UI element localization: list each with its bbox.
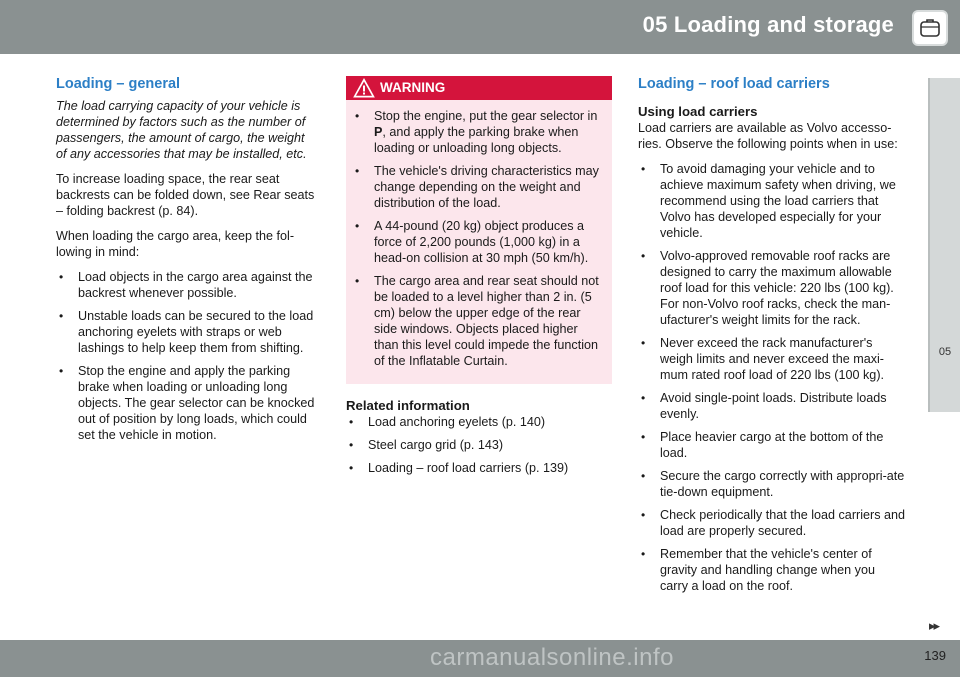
warning-bullet-list (346, 108, 612, 369)
page-number: 139 (924, 648, 946, 663)
chapter-side-tab[interactable] (928, 78, 960, 412)
intro-paragraph: The load carrying capacity of your vehicle is determined by factors such as the number of passengers, the amount of cargo, the weight of any accessories that may be installed, etc. (56, 99, 307, 161)
list-item: • Avoid single-point loads. Distribute loads evenly. (638, 390, 906, 422)
list-item: • Stop the engine, put the gear selector in P, and apply the parking brake when loading or unloading long objects. (352, 108, 602, 156)
related-list (346, 414, 612, 476)
related-link[interactable]: • Load anchoring eyelets (p. 140) (346, 414, 612, 430)
column-roof-load-carriers (638, 76, 906, 601)
list-item: • A 44-pound (20 kg) object produces a force of 2,200 pounds (1,000 kg) in a head-on collision at 30 mph (50 km/h). (352, 218, 602, 266)
warning-triangle-icon (352, 77, 376, 99)
gear-position-p: P (374, 125, 383, 139)
list-item: • Unstable loads can be secured to the load anchoring eyelets with straps or web lashings to help keep them from shifting. (56, 308, 318, 356)
section-title-roof-load-carriers: Loading – roof load carriers (638, 76, 830, 92)
watermark: carmanualsonline.info (430, 644, 674, 671)
list-item: • To avoid damaging your vehicle and to achieve maximum safety when driving, we recommend using the load carriers that Volvo has developed especially for your vehicle. (638, 161, 906, 241)
related-link[interactable]: • Loading – roof load carriers (p. 139) (346, 460, 612, 476)
next-page-arrows-icon[interactable]: ▸▸ (928, 618, 938, 633)
chapter-tab-label: 05 (938, 346, 952, 358)
list-item: • Load objects in the cargo area against the backrest whenever possible. (56, 269, 318, 301)
related-title: Related information (346, 398, 470, 413)
section-title-loading-general: Loading – general (56, 76, 181, 92)
list-item: • Place heavier cargo at the bottom of the load. (638, 429, 906, 461)
chapter-title: 05 Loading and storage (642, 12, 894, 37)
warning-header (346, 76, 612, 100)
list-item: • Check periodically that the load carriers and load are properly secured. (638, 507, 906, 539)
column-warning (346, 76, 612, 483)
paragraph-loading-space: To increase loading space, the rear seat backrests can be folded down, see Rear seats – folding backrest (p. 84). (56, 172, 315, 218)
column-loading-general (56, 76, 318, 450)
subsection-title: Using load carriers (638, 104, 758, 119)
loading-bullet-list (56, 269, 318, 443)
list-item: • The cargo area and rear seat should not be loaded to a level higher than 2 in. (5 cm) below the upper edge of the rear side windows. Objects placed higher than this level could impede the function of the Inflatable Curtain. (352, 273, 602, 369)
warning-title: WARNING (380, 80, 446, 95)
roof-load-bullet-list (638, 161, 906, 594)
paragraph-keep-in-mind: When loading the cargo area, keep the fol-lowing in mind: (56, 229, 295, 259)
warning-box (346, 76, 612, 384)
list-item: • Volvo-approved removable roof racks are designed to carry the maximum allowable roof load for this vehicle: 220 lbs (100 kg). For non-Volvo roof racks, check the man-ufacturer's weight limits for the rack. (638, 248, 906, 328)
chapter-header (0, 0, 960, 54)
intro-paragraph: Load carriers are available as Volvo accesso-ries. Observe the following points when in use: (638, 121, 898, 151)
luggage-icon (912, 10, 948, 46)
list-item: • Stop the engine and apply the parking brake when loading or unloading long objects. The gear selector can be knocked out of position by long loads, which could set the vehicle in motion. (56, 363, 318, 443)
list-item: • Remember that the vehicle's center of gravity and handling change when you carry a load on the roof. (638, 546, 906, 594)
related-information (346, 398, 612, 476)
list-item: • Secure the cargo correctly with appropri-ate tie-down equipment. (638, 468, 906, 500)
list-item: • Never exceed the rack manufacturer's weigh limits and never exceed the maxi-mum rated roof load of 220 lbs (100 kg). (638, 335, 906, 383)
list-item: • The vehicle's driving characteristics may change depending on the weight and distribution of the load. (352, 163, 602, 211)
related-link[interactable]: • Steel cargo grid (p. 143) (346, 437, 612, 453)
